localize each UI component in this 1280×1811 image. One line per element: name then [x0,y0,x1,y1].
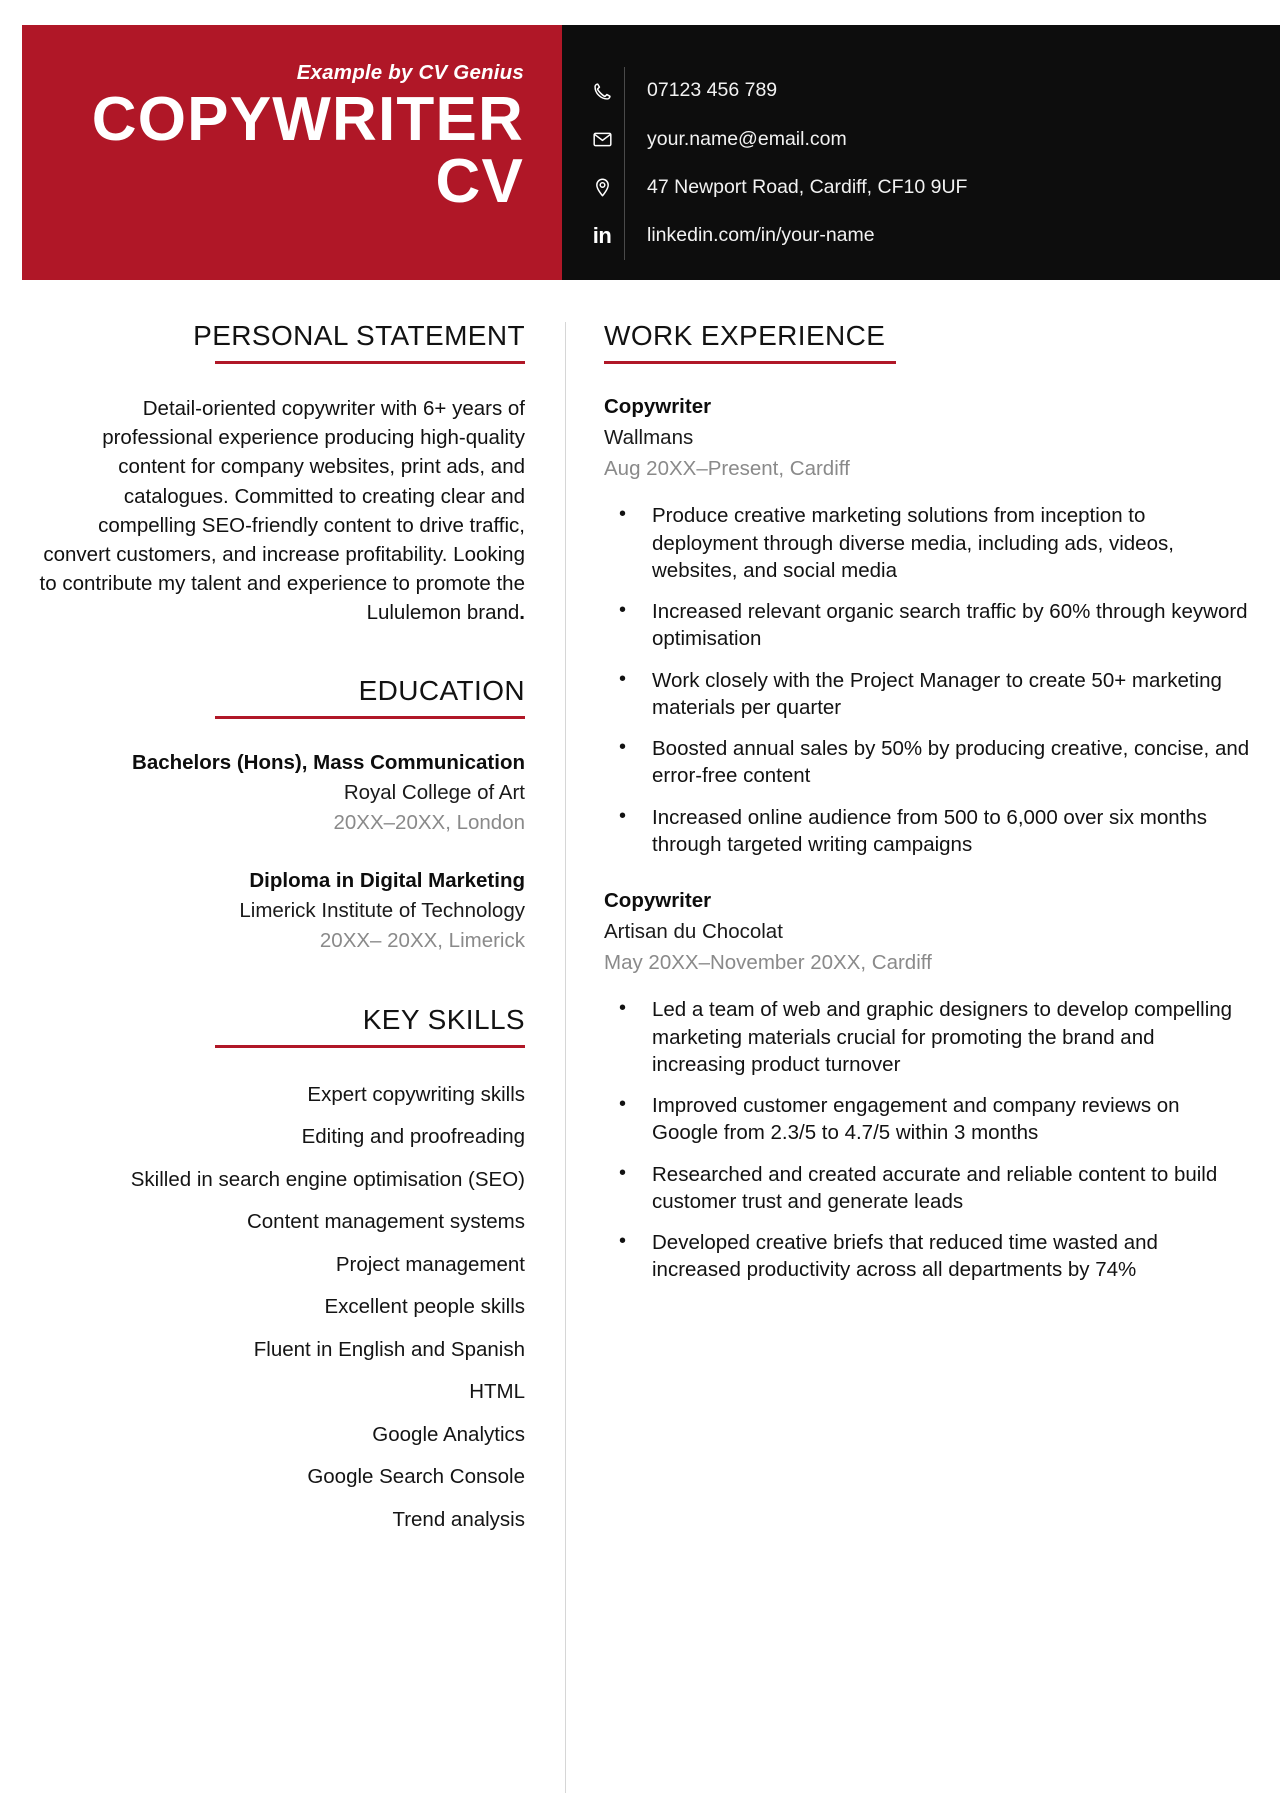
key-skills-list [30,1074,525,1542]
list-item: • Work closely with the Project Manager to create 50+ marketing materials per quarter [650,667,1250,722]
contact-block [562,25,1280,280]
job-title: Copywriter [604,889,712,913]
section-title-education: EDUCATION [358,675,525,707]
contact-row-email[interactable] [584,115,1280,163]
education-dates: 20XX–20XX, London [333,810,525,834]
list-item: • Boosted annual sales by 50% by producing creative, concise, and error-free content [650,735,1250,790]
section-work-experience [604,320,1250,1284]
education-entry [30,867,525,955]
list-item: • Produce creative marketing solutions from inception to deployment through diverse media, including ads, videos, websites, and social media [650,502,1250,584]
section-personal-statement [30,320,525,627]
education-school: Limerick Institute of Technology [239,899,525,923]
list-item: • Developed creative briefs that reduced time wasted and increased productivity across all departments by 74% [650,1229,1250,1284]
left-column [0,300,565,1811]
contact-email-value: your.name@email.com [647,127,847,150]
section-education [30,675,525,955]
document-type: CV [435,147,524,217]
list-item: Project management [335,1252,525,1276]
list-item: Skilled in search engine optimisation (SEO) [130,1167,525,1191]
header-title-block [22,25,562,280]
personal-statement-period: . [519,600,525,624]
list-item: HTML [469,1380,525,1404]
education-entry [30,749,525,837]
personal-statement-body [30,394,525,627]
list-item: Expert copywriting skills [307,1082,525,1106]
section-key-skills [30,1004,525,1542]
section-title-key-skills: KEY SKILLS [362,1003,525,1035]
section-underline [604,361,896,364]
list-item: • Improved customer engagement and company reviews on Google from 2.3/5 to 4.7/5 within 3 months [650,1092,1250,1147]
list-item: • Increased online audience from 500 to 6,000 over six months through targeted writing campaigns [650,804,1250,859]
list-item: • Increased relevant organic search traffic by 60% through keyword optimisation [650,598,1250,653]
education-degree: Bachelors (Hons), Mass Communication [132,751,525,775]
education-dates: 20XX– 20XX, Limerick [319,928,525,952]
list-item: Google Analytics [372,1422,525,1446]
education-degree: Diploma in Digital Marketing [249,869,525,893]
job-title: Copywriter [604,395,712,419]
list-item: Google Search Console [307,1465,525,1489]
list-item: Content management systems [246,1210,525,1234]
work-experience-entry [604,392,1250,858]
contact-address-value: 47 Newport Road, Cardiff, CF10 9UF [647,175,968,198]
cv-body [0,300,1280,1811]
education-school: Royal College of Art [343,780,525,804]
contact-row-address[interactable] [584,164,1280,212]
job-bullet-list [604,996,1250,1283]
envelope-icon [584,129,620,150]
list-item: Trend analysis [392,1507,525,1531]
contact-row-phone[interactable] [584,67,1280,115]
contact-linkedin-value: linkedin.com/in/your-name [647,224,875,247]
job-bullet-list [604,502,1250,858]
list-item: Excellent people skills [324,1295,525,1319]
section-title-work-experience: WORK EXPERIENCE [604,320,886,351]
cv-header [22,25,1280,280]
byline: Example by CV Genius [296,61,524,84]
list-item: • Researched and created accurate and reliable content to build customer trust and generate leads [650,1161,1250,1216]
list-item: Editing and proofreading [301,1125,525,1149]
job-company: Wallmans [604,425,694,449]
linkedin-icon: in [592,222,612,248]
section-underline [215,1045,525,1048]
list-item: • Led a team of web and graphic designers to develop compelling marketing materials crucial for promoting the brand and increasing product turnover [650,996,1250,1078]
work-experience-entry [604,886,1250,1284]
list-item: Fluent in English and Spanish [253,1337,525,1361]
page-title: COPYWRITER [91,84,524,154]
section-underline [215,716,525,719]
job-dates: Aug 20XX–Present, Cardiff [604,456,850,480]
section-underline [215,361,525,364]
contact-phone-value: 07123 456 789 [647,79,778,102]
job-company: Artisan du Chocolat [604,919,783,943]
right-column [566,300,1280,1811]
job-dates: May 20XX–November 20XX, Cardiff [604,950,932,974]
section-title-personal-statement: PERSONAL STATEMENT [193,320,525,351]
personal-statement-text: Detail-oriented copywriter with 6+ years of professional experience producing high-quality content for company websites, print ads, and catalogues. Committed to creating clear and compelling SEO-friendly content to drive traffic, convert customers, and increase profitability. Looking to contribute my talent and experience to promote the Lululemon brand [39,397,525,624]
location-pin-icon [584,177,620,198]
phone-icon [584,81,620,102]
contact-row-linkedin[interactable] [584,212,1280,260]
